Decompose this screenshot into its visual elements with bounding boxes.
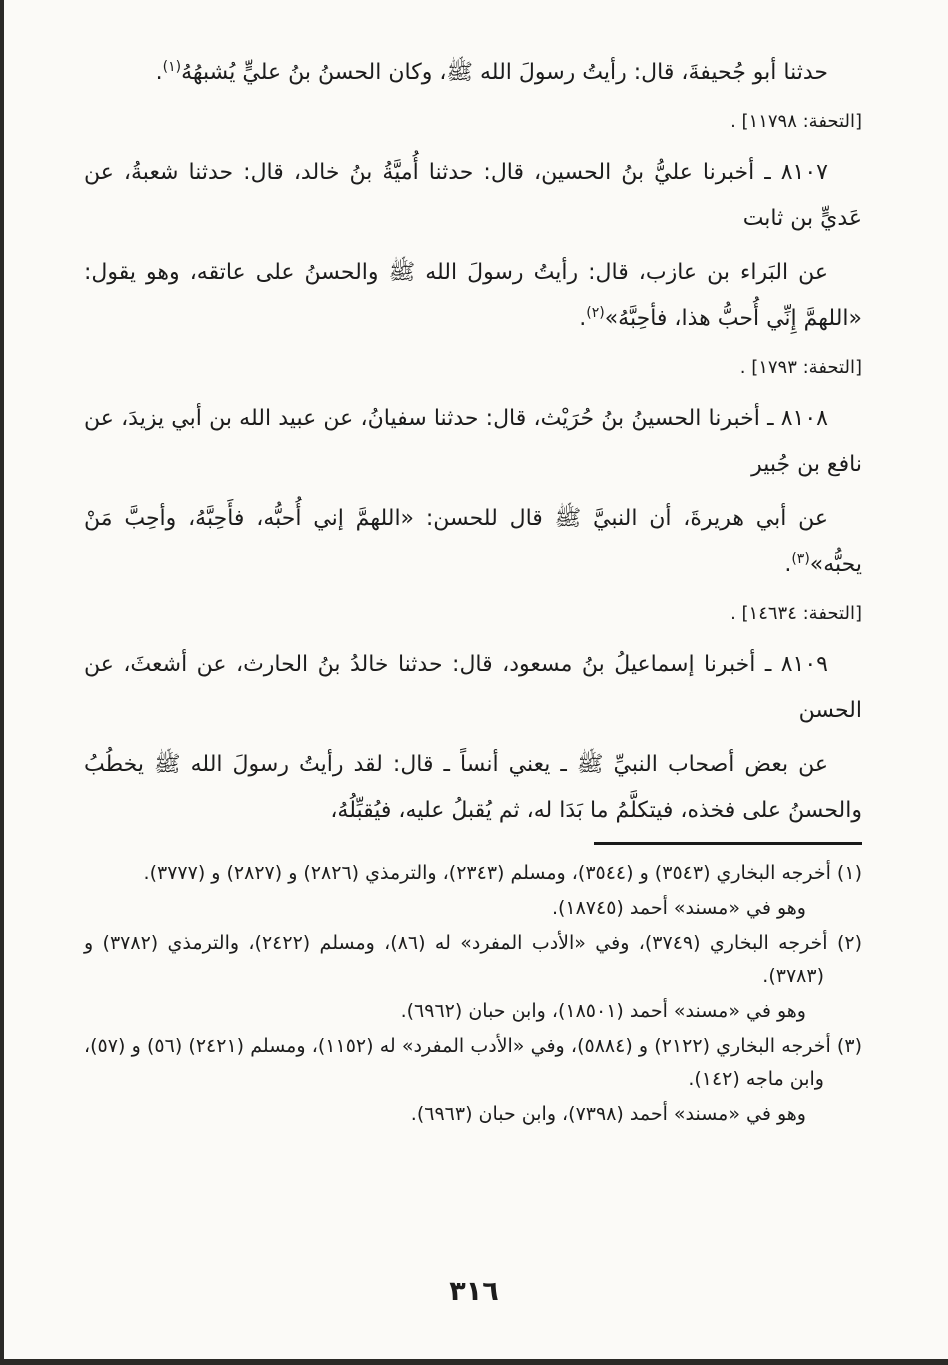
footnote-marker: (٣) [791,551,810,567]
tuhfa-reference: [التحفة: ١٤٦٣٤] . [730,603,862,624]
hadith-isnad-paragraph: ٨١٠٧ ـ أخبرنا عليُّ بنُ الحسين، قال: حدثنا أُميَّةُ بنُ خالد، قال: حدثنا شعبةُ، عن عَديٍّ بن ثابت [84,160,862,231]
tuhfa-reference: [التحفة: ١١٧٩٨] . [730,111,862,132]
scan-edge-left [0,0,4,1365]
footnote-marker: (١) [162,59,182,75]
tuhfa-reference: [التحفة: ١٧٩٣] . [739,357,862,378]
page-number: ٣١٦ [449,1276,499,1307]
paragraph-text: عن أبي هريرةَ، أن النبيَّ ﷺ قال للحسن: «اللهمَّ إني أُحبُّه، فأَحِبَّهُ، وأحِبَّ مَنْ يحبُّه» [84,506,862,577]
footnote-continuation: وهو في «مسند» أحمد (٧٣٩٨)، وابن حبان (٦٩٦٣). [410,1103,806,1125]
footnote-item: (٢) أخرجه البخاري (٣٧٤٩)، وفي «الأدب المفرد» له (٨٦)، ومسلم (٢٤٢٢)، والترمذي (٣٧٨٢) و (٣٧٨٣). [84,932,862,987]
scan-edge-bottom [0,1359,948,1365]
paragraph-tail: . [579,306,587,331]
hadith-isnad-paragraph: ٨١٠٨ ـ أخبرنا الحسينُ بنُ حُرَيْث، قال: حدثنا سفيانُ، عن عبيد الله بن أبي يزيدَ، عن نافع بن جُبير [84,406,862,477]
hadith-matn-paragraph [84,50,862,96]
footnote-item: (١) أخرجه البخاري (٣٥٤٣) و (٣٥٤٤)، ومسلم (٢٣٤٣)، والترمذي (٢٨٢٦) و (٢٨٢٧) و (٣٧٧٧). [143,862,862,884]
footnote-continuation: وهو في «مسند» أحمد (١٨٥٠١)، وابن حبان (٦٩٦٢). [400,1000,806,1022]
footnote-item: (٣) أخرجه البخاري (٢١٢٢) و (٥٨٨٤)، وفي «الأدب المفرد» له (١١٥٢)، ومسلم (٢٤٢١) (٥٦) و (٥٧)، وابن ماجه (١٤٢). [84,1035,862,1090]
hadith-matn-paragraph [84,496,862,588]
paragraph-tail: . [784,552,792,577]
footnote-continuation: وهو في «مسند» أحمد (١٨٧٤٥). [551,897,806,919]
paragraph-text: عن البَراء بن عازب، قال: رأيتُ رسولَ الله ﷺ والحسنُ على عاتقه، وهو يقول: «اللهمَّ إِنِّي أُحبُّ هذا، فأحِبَّهُ» [84,260,862,331]
hadith-isnad-paragraph: ٨١٠٩ ـ أخبرنا إسماعيلُ بنُ مسعود، قال: حدثنا خالدُ بنُ الحارث، عن أشعثَ، عن الحسن [84,652,862,723]
hadith-matn-paragraph [84,250,862,342]
footnote-marker: (٢) [586,305,605,321]
footnote-separator [594,842,862,845]
paragraph-text: حدثنا أبو جُحيفةَ، قال: رأيتُ رسولَ الله ﷺ، وكان الحسنُ بنُ عليٍّ يُشبهُهُ [181,60,828,85]
paragraph-tail: . [155,60,163,85]
hadith-matn-paragraph: عن بعض أصحاب النبيِّ ﷺ ـ يعني أنساً ـ قال: لقد رأيتُ رسولَ الله ﷺ يخطُبُ والحسنُ على فخذه، فيتكلَّمُ ما بَدَا له، ثم يُقبلُ عليه، فيُقبِّلُهُ، [84,752,862,823]
footnotes-section [84,857,862,1131]
